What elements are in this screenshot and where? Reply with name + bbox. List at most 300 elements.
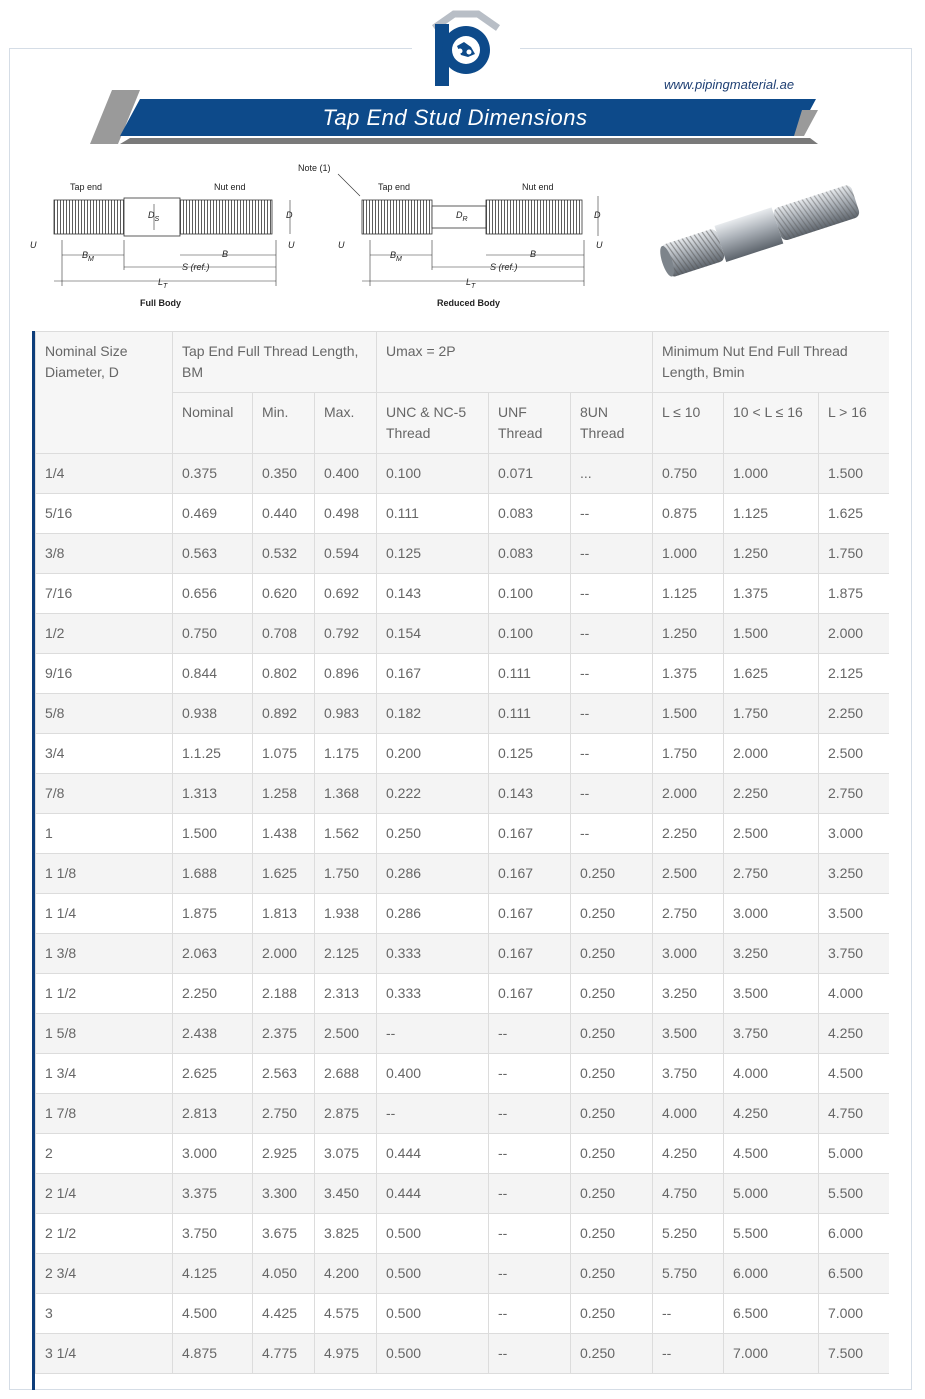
nut-end-label-2: Nut end — [522, 182, 554, 192]
table-cell: 5.250 — [653, 1214, 724, 1254]
table-cell: 0.125 — [377, 534, 489, 574]
table-cell: 2.500 — [819, 734, 890, 774]
table-cell: 7.500 — [819, 1334, 890, 1374]
table-cell: 4.000 — [819, 974, 890, 1014]
table-cell: 3.000 — [819, 814, 890, 854]
table-cell: 2.500 — [315, 1014, 377, 1054]
table-cell: 0.333 — [377, 974, 489, 1014]
table-cell: 1.075 — [253, 734, 315, 774]
table-cell: 1 3/4 — [36, 1054, 173, 1094]
table-row — [36, 1014, 890, 1054]
table-cell: -- — [489, 1174, 571, 1214]
table-row — [36, 814, 890, 854]
table-cell: 1.875 — [173, 894, 253, 934]
table-row — [36, 734, 890, 774]
s-ref-label: S (ref.) — [182, 262, 210, 272]
table-cell: 0.440 — [253, 494, 315, 534]
table-cell: 0.167 — [489, 934, 571, 974]
table-cell: 0.892 — [253, 694, 315, 734]
table-cell: 1.125 — [724, 494, 819, 534]
table-cell: 0.154 — [377, 614, 489, 654]
table-cell: 0.125 — [489, 734, 571, 774]
table-cell: -- — [489, 1214, 571, 1254]
page-title: Tap End Stud Dimensions — [322, 105, 588, 130]
table-cell: 1/2 — [36, 614, 173, 654]
header-max: Max. — [315, 393, 377, 454]
table-cell: 0.500 — [377, 1214, 489, 1254]
table-row — [36, 774, 890, 814]
table-cell: 0.250 — [571, 974, 653, 1014]
table-cell: 9/16 — [36, 654, 173, 694]
table-cell: 1.750 — [819, 534, 890, 574]
table-cell: 4.125 — [173, 1254, 253, 1294]
table-cell: 0.250 — [571, 1334, 653, 1374]
table-cell: 0.498 — [315, 494, 377, 534]
table-cell: 2.688 — [315, 1054, 377, 1094]
s-ref-label-2: S (ref.) — [490, 262, 518, 272]
table-cell: 1.500 — [819, 454, 890, 494]
table-cell: -- — [571, 694, 653, 734]
table-cell: 2.000 — [653, 774, 724, 814]
table-row — [36, 574, 890, 614]
table-cell: 3.825 — [315, 1214, 377, 1254]
table-row — [36, 654, 890, 694]
table-cell: -- — [489, 1054, 571, 1094]
table-cell: 1.368 — [315, 774, 377, 814]
table-cell: 2.125 — [315, 934, 377, 974]
table-cell: -- — [571, 774, 653, 814]
table-cell: 0.143 — [377, 574, 489, 614]
table-cell: 4.575 — [315, 1294, 377, 1334]
table-cell: -- — [377, 1094, 489, 1134]
table-cell: 2.063 — [173, 934, 253, 974]
table-cell: 1.438 — [253, 814, 315, 854]
table-cell: 1.250 — [653, 614, 724, 654]
table-cell: 2.000 — [253, 934, 315, 974]
table-cell: 2.000 — [819, 614, 890, 654]
header-min-nut-end: Minimum Nut End Full Thread Length, Bmin — [653, 332, 890, 393]
table-cell: 4.000 — [653, 1094, 724, 1134]
header-l1: L ≤ 10 — [653, 393, 724, 454]
table-cell: 5/8 — [36, 694, 173, 734]
table-cell: 4.425 — [253, 1294, 315, 1334]
header-nominal: Nominal — [173, 393, 253, 454]
note-label: Note (1) — [298, 163, 331, 173]
table-cell: 0.286 — [377, 894, 489, 934]
table-cell: 5/16 — [36, 494, 173, 534]
table-cell: 4.250 — [653, 1134, 724, 1174]
table-cell: 3.250 — [653, 974, 724, 1014]
table-cell: 0.500 — [377, 1334, 489, 1374]
table-cell: 5.750 — [653, 1254, 724, 1294]
table-cell: 1.313 — [173, 774, 253, 814]
table-cell: 4.500 — [173, 1294, 253, 1334]
table-cell: -- — [571, 494, 653, 534]
table-cell: 2.750 — [253, 1094, 315, 1134]
table-cell: -- — [571, 614, 653, 654]
title-banner — [90, 90, 820, 146]
table-cell: 6.500 — [724, 1294, 819, 1334]
table-cell: 0.250 — [571, 1054, 653, 1094]
table-cell: 1.250 — [724, 534, 819, 574]
u-label-right-2: U — [596, 240, 603, 250]
table-cell: 1 — [36, 814, 173, 854]
header-nominal-size: Nominal Size Diameter, D — [36, 332, 173, 454]
table-cell: 0.792 — [315, 614, 377, 654]
table-cell: 3.250 — [819, 854, 890, 894]
header-l2: 10 < L ≤ 16 — [724, 393, 819, 454]
table-cell: 2 3/4 — [36, 1254, 173, 1294]
table-cell: 2.313 — [315, 974, 377, 1014]
table-cell: 0.083 — [489, 494, 571, 534]
table-cell: 1 1/4 — [36, 894, 173, 934]
u-label-right: U — [288, 240, 295, 250]
table-row — [36, 1334, 890, 1374]
table-cell: 3 — [36, 1294, 173, 1334]
table-cell: 3 1/4 — [36, 1334, 173, 1374]
table-cell: 0.250 — [571, 1134, 653, 1174]
dr-label: $D_R$ — [456, 210, 468, 223]
table-cell: 2.750 — [819, 774, 890, 814]
table-cell: 4.500 — [724, 1134, 819, 1174]
full-body-label: Full Body — [140, 298, 181, 308]
table-cell: 0.400 — [315, 454, 377, 494]
nut-end-label: Nut end — [214, 182, 246, 192]
table-cell: 3.300 — [253, 1174, 315, 1214]
table-cell: 2.500 — [724, 814, 819, 854]
full-body-drawing — [30, 182, 295, 308]
header-unc: UNC & NC-5 Thread — [377, 393, 489, 454]
table-cell: -- — [653, 1294, 724, 1334]
table-cell: 1.750 — [724, 694, 819, 734]
d-label: D — [286, 210, 293, 220]
header-umax: Umax = 2P — [377, 332, 653, 393]
bm-label-2: $B_M$ — [390, 250, 402, 263]
table-cell: -- — [489, 1094, 571, 1134]
table-cell: -- — [653, 1334, 724, 1374]
table-cell: 1 1/2 — [36, 974, 173, 1014]
table-cell: ... — [571, 454, 653, 494]
lt-label: $L_T$ — [158, 277, 168, 290]
table-cell: 0.896 — [315, 654, 377, 694]
table-cell: 0.844 — [173, 654, 253, 694]
table-cell: 0.500 — [377, 1254, 489, 1294]
table-cell: 6.500 — [819, 1254, 890, 1294]
table-cell: 0.250 — [571, 1254, 653, 1294]
table-cell: 0.071 — [489, 454, 571, 494]
table-row — [36, 694, 890, 734]
table-cell: 5.000 — [724, 1174, 819, 1214]
table-cell: 3/8 — [36, 534, 173, 574]
table-cell: 4.200 — [315, 1254, 377, 1294]
table-cell: 2.875 — [315, 1094, 377, 1134]
company-logo-icon — [424, 10, 508, 90]
table-cell: 1.625 — [819, 494, 890, 534]
table-cell: 5.500 — [819, 1174, 890, 1214]
table-cell: 3.675 — [253, 1214, 315, 1254]
table-cell: 1 3/8 — [36, 934, 173, 974]
table-cell: 2.925 — [253, 1134, 315, 1174]
table-cell: 0.802 — [253, 654, 315, 694]
table-cell: 1.750 — [653, 734, 724, 774]
table-cell: 0.469 — [173, 494, 253, 534]
table-cell: 0.620 — [253, 574, 315, 614]
table-cell: 4.975 — [315, 1334, 377, 1374]
table-cell: 1.500 — [724, 614, 819, 654]
table-cell: 2 — [36, 1134, 173, 1174]
table-cell: 0.750 — [173, 614, 253, 654]
lt-label-2: $L_T$ — [466, 277, 476, 290]
table-cell: 1.1.25 — [173, 734, 253, 774]
table-cell: 0.167 — [489, 894, 571, 934]
table-cell: 6.000 — [819, 1214, 890, 1254]
table-cell: 7/16 — [36, 574, 173, 614]
table-cell: -- — [489, 1254, 571, 1294]
table-cell: 1 1/8 — [36, 854, 173, 894]
table-cell: 0.100 — [489, 614, 571, 654]
table-cell: 0.250 — [377, 814, 489, 854]
table-cell: 3.000 — [724, 894, 819, 934]
table-cell: -- — [489, 1014, 571, 1054]
table-cell: 2.250 — [819, 694, 890, 734]
table-cell: 0.250 — [571, 1094, 653, 1134]
table-cell: 3.500 — [819, 894, 890, 934]
table-cell: 0.532 — [253, 534, 315, 574]
table-cell: 0.875 — [653, 494, 724, 534]
b-label-2: B — [530, 249, 537, 259]
stud-diagram — [26, 160, 626, 320]
table-cell: 4.250 — [819, 1014, 890, 1054]
table-cell: 1.125 — [653, 574, 724, 614]
table-cell: 0.143 — [489, 774, 571, 814]
dimensions-table — [35, 331, 889, 1374]
table-cell: 3.750 — [173, 1214, 253, 1254]
table-cell: 2.250 — [724, 774, 819, 814]
table-cell: 0.250 — [571, 1294, 653, 1334]
table-cell: 0.444 — [377, 1174, 489, 1214]
table-cell: 0.350 — [253, 454, 315, 494]
table-cell: 0.182 — [377, 694, 489, 734]
table-cell: -- — [489, 1334, 571, 1374]
table-cell: 6.000 — [724, 1254, 819, 1294]
table-cell: 1.175 — [315, 734, 377, 774]
table-cell: 1/4 — [36, 454, 173, 494]
table-cell: 0.100 — [377, 454, 489, 494]
table-cell: -- — [489, 1294, 571, 1334]
table-cell: 0.222 — [377, 774, 489, 814]
table-cell: -- — [571, 574, 653, 614]
table-cell: -- — [571, 734, 653, 774]
tap-end-label: Tap end — [70, 182, 103, 192]
ds-label: $D_S$ — [148, 210, 160, 223]
table-cell: 0.750 — [653, 454, 724, 494]
site-url[interactable]: www.pipingmaterial.ae — [664, 77, 795, 92]
table-cell: 3.000 — [653, 934, 724, 974]
table-body — [36, 454, 890, 1374]
table-row — [36, 454, 890, 494]
table-cell: 3/4 — [36, 734, 173, 774]
table-cell: 2.188 — [253, 974, 315, 1014]
table-cell: 0.250 — [571, 894, 653, 934]
table-cell: 0.333 — [377, 934, 489, 974]
table-cell: 5.000 — [819, 1134, 890, 1174]
table-cell: 1.375 — [724, 574, 819, 614]
table-cell: 3.750 — [724, 1014, 819, 1054]
table-row — [36, 1214, 890, 1254]
table-cell: 0.563 — [173, 534, 253, 574]
table-cell: 2.438 — [173, 1014, 253, 1054]
table-cell: 7.000 — [819, 1294, 890, 1334]
table-cell: 1.938 — [315, 894, 377, 934]
table-cell: 1.875 — [819, 574, 890, 614]
header-8un: 8UN Thread — [571, 393, 653, 454]
table-row — [36, 614, 890, 654]
table-cell: 2 1/4 — [36, 1174, 173, 1214]
table-cell: 0.250 — [571, 934, 653, 974]
table-cell: -- — [571, 654, 653, 694]
table-cell: 0.250 — [571, 1174, 653, 1214]
b-label: B — [222, 249, 229, 259]
table-cell: 4.500 — [819, 1054, 890, 1094]
reduced-body-drawing — [298, 163, 603, 308]
table-cell: 1.000 — [724, 454, 819, 494]
table-cell: 1.688 — [173, 854, 253, 894]
table-cell: 0.111 — [489, 654, 571, 694]
table-cell: 0.444 — [377, 1134, 489, 1174]
table-cell: 2 1/2 — [36, 1214, 173, 1254]
table-cell: 0.708 — [253, 614, 315, 654]
dimensions-table-container — [32, 331, 889, 1390]
table-cell: 0.167 — [489, 814, 571, 854]
table-cell: 1.258 — [253, 774, 315, 814]
table-row — [36, 1094, 890, 1134]
d-label-2: D — [594, 210, 601, 220]
header-unf: UNF Thread — [489, 393, 571, 454]
table-cell: 4.000 — [724, 1054, 819, 1094]
table-cell: 2.500 — [653, 854, 724, 894]
table-cell: 7/8 — [36, 774, 173, 814]
table-cell: 0.111 — [377, 494, 489, 534]
u-label-left: U — [30, 240, 37, 250]
table-cell: 3.075 — [315, 1134, 377, 1174]
table-cell: -- — [377, 1014, 489, 1054]
table-cell: 1.375 — [653, 654, 724, 694]
header-l3: L > 16 — [819, 393, 890, 454]
table-cell: 3.375 — [173, 1174, 253, 1214]
table-row — [36, 854, 890, 894]
table-cell: 2.563 — [253, 1054, 315, 1094]
table-cell: 0.938 — [173, 694, 253, 734]
table-cell: 1.813 — [253, 894, 315, 934]
table-cell: 2.750 — [724, 854, 819, 894]
table-cell: 2.125 — [819, 654, 890, 694]
table-cell: 1.562 — [315, 814, 377, 854]
table-cell: 3.500 — [653, 1014, 724, 1054]
table-row — [36, 1294, 890, 1334]
table-row — [36, 494, 890, 534]
table-cell: 3.000 — [173, 1134, 253, 1174]
table-cell: 0.200 — [377, 734, 489, 774]
table-cell: 0.083 — [489, 534, 571, 574]
reduced-body-label: Reduced Body — [437, 298, 501, 308]
table-row — [36, 934, 890, 974]
table-row — [36, 1254, 890, 1294]
table-cell: 0.983 — [315, 694, 377, 734]
tap-end-label-2: Tap end — [378, 182, 411, 192]
table-cell: -- — [489, 1134, 571, 1174]
table-cell: 2.813 — [173, 1094, 253, 1134]
table-cell: 7.000 — [724, 1334, 819, 1374]
table-cell: 0.250 — [571, 1014, 653, 1054]
table-cell: 1.000 — [653, 534, 724, 574]
table-cell: 0.167 — [377, 654, 489, 694]
table-cell: 1.500 — [173, 814, 253, 854]
table-cell: 4.750 — [819, 1094, 890, 1134]
header-tap-end: Tap End Full Thread Length, BM — [173, 332, 377, 393]
table-cell: 0.692 — [315, 574, 377, 614]
table-cell: 3.750 — [653, 1054, 724, 1094]
table-cell: 0.400 — [377, 1054, 489, 1094]
table-cell: 0.111 — [489, 694, 571, 734]
table-cell: 5.500 — [724, 1214, 819, 1254]
table-cell: 1 7/8 — [36, 1094, 173, 1134]
table-cell: 2.375 — [253, 1014, 315, 1054]
table-cell: 0.250 — [571, 854, 653, 894]
table-cell: -- — [571, 814, 653, 854]
table-cell: 1.500 — [653, 694, 724, 734]
table-cell: 4.050 — [253, 1254, 315, 1294]
table-cell: -- — [571, 534, 653, 574]
table-row — [36, 1054, 890, 1094]
table-cell: 4.775 — [253, 1334, 315, 1374]
table-cell: 0.500 — [377, 1294, 489, 1334]
table-cell: 4.250 — [724, 1094, 819, 1134]
table-cell: 3.500 — [724, 974, 819, 1014]
table-cell: 2.000 — [724, 734, 819, 774]
table-cell: 1.625 — [724, 654, 819, 694]
table-cell: 0.656 — [173, 574, 253, 614]
table-cell: 2.625 — [173, 1054, 253, 1094]
table-cell: 1 5/8 — [36, 1014, 173, 1054]
table-cell: 1.750 — [315, 854, 377, 894]
table-cell: 0.167 — [489, 974, 571, 1014]
u-label-left-2: U — [338, 240, 345, 250]
table-cell: 3.750 — [819, 934, 890, 974]
header-min: Min. — [253, 393, 315, 454]
table-cell: 2.750 — [653, 894, 724, 934]
stud-photo — [650, 170, 870, 290]
table-cell: 0.286 — [377, 854, 489, 894]
table-cell: 4.750 — [653, 1174, 724, 1214]
table-row — [36, 534, 890, 574]
table-cell: 0.100 — [489, 574, 571, 614]
table-cell: 1.625 — [253, 854, 315, 894]
table-cell: 3.450 — [315, 1174, 377, 1214]
table-cell: 0.167 — [489, 854, 571, 894]
table-cell: 0.250 — [571, 1214, 653, 1254]
table-row — [36, 1134, 890, 1174]
table-cell: 4.875 — [173, 1334, 253, 1374]
table-cell: 3.250 — [724, 934, 819, 974]
table-cell: 2.250 — [653, 814, 724, 854]
table-row — [36, 1174, 890, 1214]
table-row — [36, 894, 890, 934]
table-cell: 0.594 — [315, 534, 377, 574]
bm-label: $B_M$ — [82, 250, 94, 263]
table-cell: 2.250 — [173, 974, 253, 1014]
table-row — [36, 974, 890, 1014]
table-cell: 0.375 — [173, 454, 253, 494]
